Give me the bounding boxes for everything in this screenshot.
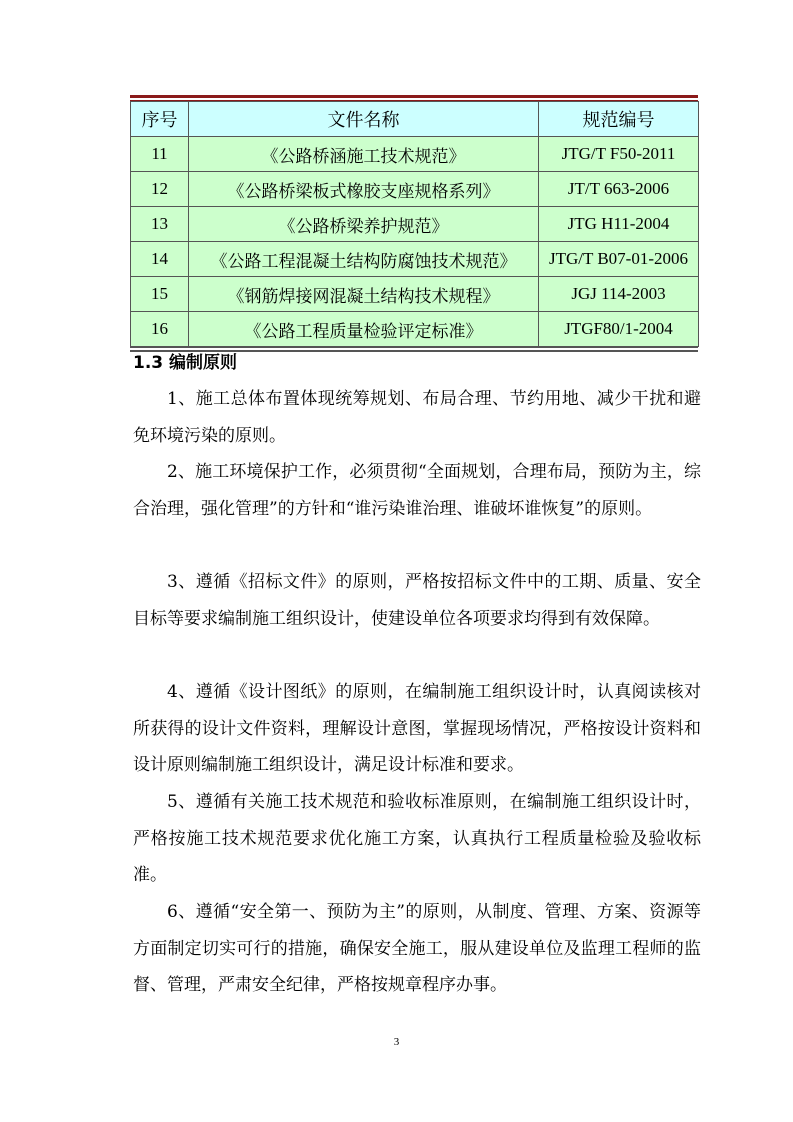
paragraph: 1、施工总体布置体现统筹规划、布局合理、节约用地、减少干扰和避免环境污染的原则。 bbox=[133, 389, 701, 446]
page-number: 3 bbox=[393, 1036, 400, 1048]
standards-table-wrap bbox=[130, 95, 698, 352]
row-doc-name: 《公路工程质量检验评定标准》 bbox=[189, 312, 539, 347]
row-doc-name: 《公路工程混凝土结构防腐蚀技术规范》 bbox=[189, 242, 539, 277]
header-index: 序号 bbox=[131, 102, 189, 137]
table-row bbox=[131, 172, 699, 207]
table-header-row bbox=[131, 102, 699, 137]
row-index: 16 bbox=[131, 312, 189, 347]
row-index: 14 bbox=[131, 242, 189, 277]
header-spec-code: 规范编号 bbox=[539, 102, 699, 137]
table-row bbox=[131, 242, 699, 277]
paragraph: 5、遵循有关施工技术规范和验收标准原则，在编制施工组织设计时，严格按施工技术规范要求优化施工方案，认真执行工程质量检验及验收标准。 bbox=[133, 792, 701, 885]
section-heading: 1.3 编制原则 bbox=[133, 353, 238, 373]
paragraph: 2、施工环境保护工作，必须贯彻“全面规划，合理布局，预防为主，综合治理，强化管理”的方针和“谁污染谁治理、谁破坏谁恢复”的原则。 bbox=[133, 462, 701, 519]
table-row bbox=[131, 277, 699, 312]
paragraph: 4、遵循《设计图纸》的原则，在编制施工组织设计时，认真阅读核对所获得的设计文件资料，理解设计意图，掌握现场情况，严格按设计资料和设计原则编制施工组织设计，满足设计标准和要求。 bbox=[133, 682, 701, 775]
table-row bbox=[131, 137, 699, 172]
row-index: 11 bbox=[131, 137, 189, 172]
row-spec-code: JTG/T B07-01-2006 bbox=[539, 242, 699, 277]
row-spec-code: JT/T 663-2006 bbox=[539, 172, 699, 207]
table-row bbox=[131, 312, 699, 347]
row-index: 13 bbox=[131, 207, 189, 242]
paragraph: 6、遵循“安全第一、预防为主”的原则，从制度、管理、方案、资源等方面制定切实可行的措施，确保安全施工，服从建设单位及监理工程师的监督、管理，严肃安全纪律，严格按规章程序办事。 bbox=[133, 902, 701, 995]
row-spec-code: JTG/T F50-2011 bbox=[539, 137, 699, 172]
row-spec-code: JGJ 114-2003 bbox=[539, 277, 699, 312]
table-row bbox=[131, 207, 699, 242]
paragraph: 3、遵循《招标文件》的原则，严格按招标文件中的工期、质量、安全目标等要求编制施工组织设计，使建设单位各项要求均得到有效保障。 bbox=[133, 572, 701, 629]
row-spec-code: JTGF80/1-2004 bbox=[539, 312, 699, 347]
row-spec-code: JTG H11-2004 bbox=[539, 207, 699, 242]
row-doc-name: 《公路桥梁板式橡胶支座规格系列》 bbox=[189, 172, 539, 207]
row-doc-name: 《公路桥涵施工技术规范》 bbox=[189, 137, 539, 172]
header-doc-name: 文件名称 bbox=[189, 102, 539, 137]
row-doc-name: 《钢筋焊接网混凝土结构技术规程》 bbox=[189, 277, 539, 312]
row-index: 15 bbox=[131, 277, 189, 312]
standards-table bbox=[130, 101, 699, 347]
row-doc-name: 《公路桥梁养护规范》 bbox=[189, 207, 539, 242]
row-index: 12 bbox=[131, 172, 189, 207]
